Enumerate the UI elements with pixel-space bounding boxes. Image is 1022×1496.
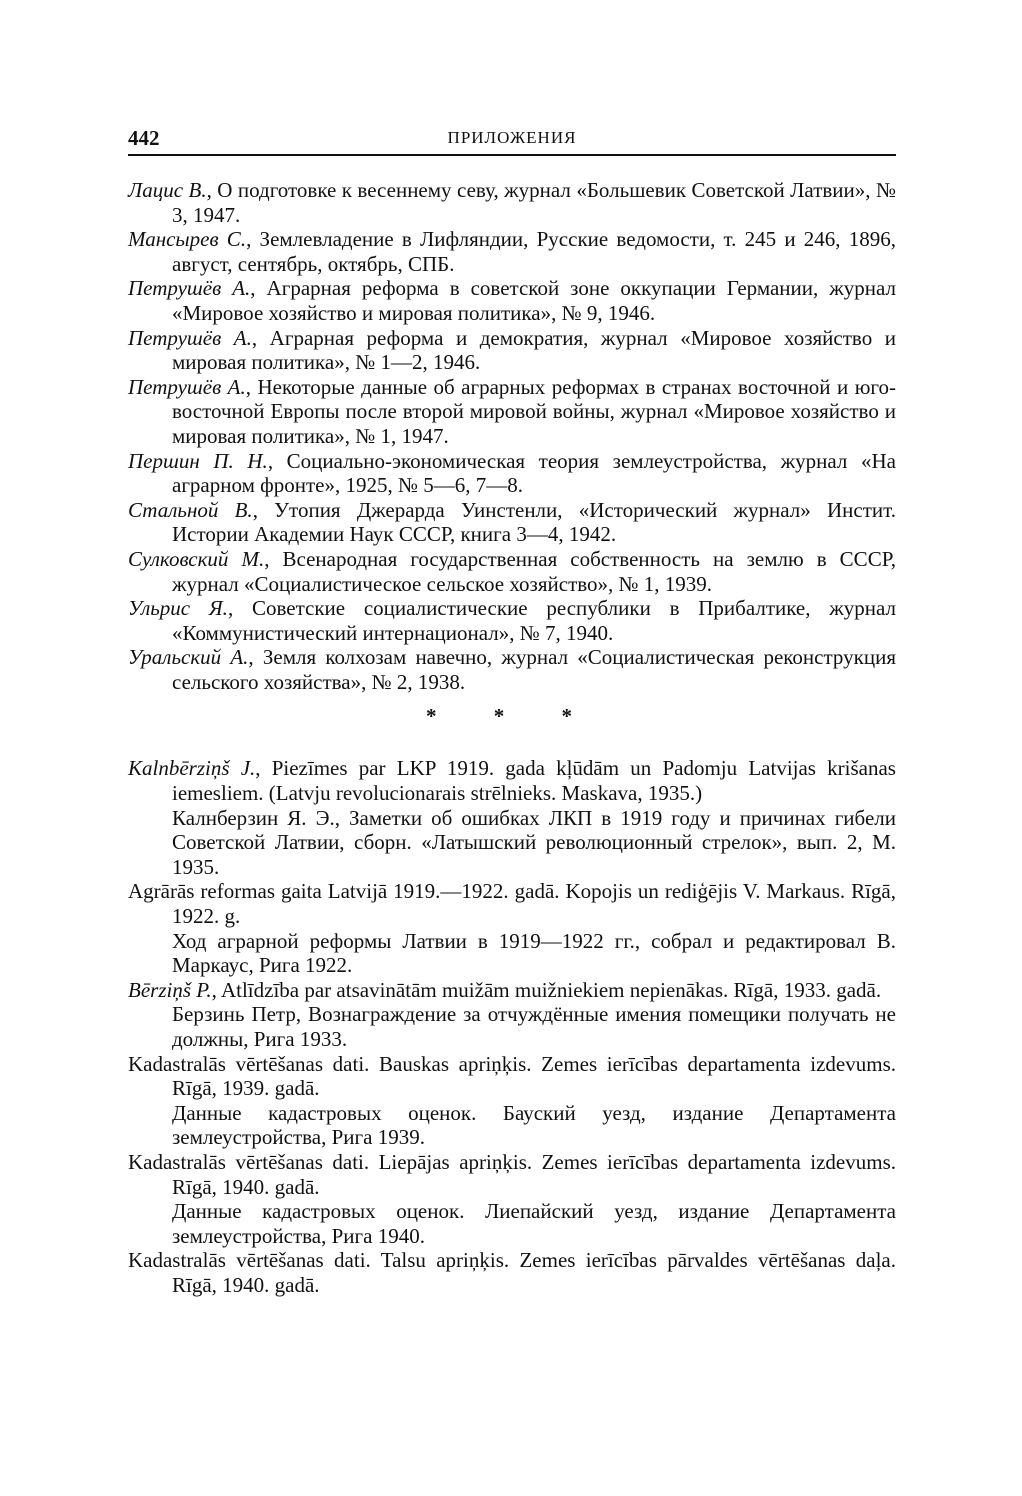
reference-entry xyxy=(128,978,896,1003)
reference-translation: Данные кадастровых оценок. Бауский уезд, издание Департамента землеустройства, Рига 1939. xyxy=(172,1100,896,1150)
reference-text: , Некоторые данные об аграрных реформах в странах восточной и юго-восточной Европы после второй мировой войны, журнал «Мировое хозяйство и мировая политика», № 1, 1947. xyxy=(172,374,896,448)
reference-text: , Земля колхозам навечно, журнал «Социалистическая реконструкция сельского хозяйства», № 2, 1938. xyxy=(172,645,896,694)
reference-text: , Аграрная реформа и демократия, журнал «Мировое хозяйство и мировая политика», № 1—2, 1946. xyxy=(172,325,896,375)
reference-entry xyxy=(128,178,896,227)
reference-text: , Atlīdzība par atsavinātām muižām muižniekiem nepienākas. Rīgā, 1933. gadā. xyxy=(211,977,882,1002)
reference-entry xyxy=(128,375,896,449)
reference-entry xyxy=(128,879,896,928)
reference-entry xyxy=(128,326,896,375)
reference-entry xyxy=(128,547,896,596)
reference-text: , Утопия Джерарда Уинстенли, «Исторический журнал» Инстит. Истории Академии Наук СССР, книга 3—4, 1942. xyxy=(172,497,897,547)
reference-author: Уральский А. xyxy=(128,645,249,670)
reference-translation: Ход аграрной реформы Латвии в 1919—1922 гг., собрал и редактировал В. Маркаус, Рига 1922. xyxy=(172,928,896,978)
reference-text: , Всенародная государственная собственность на землю в СССР, журнал «Социалистическое сельское хозяйство», № 1, 1939. xyxy=(172,546,897,596)
reference-entry xyxy=(128,596,896,645)
latvian-references xyxy=(128,756,896,1297)
reference-entry xyxy=(128,449,896,498)
reference-author: Мансырев С. xyxy=(128,227,247,252)
reference-author: Bērziņš P. xyxy=(128,977,212,1002)
reference-translation: Данные кадастровых оценок. Лиепайский уезд, издание Департамента землеустройства, Рига 1940. xyxy=(172,1199,896,1248)
reference-translation: Калнберзин Я. Э., Заметки об ошибках ЛКП в 1919 году и причинах гибели Советской Латвии, сборн. «Латышский революционный стрелок», вып. 2, М. 1935. xyxy=(172,805,896,879)
reference-text: , Аграрная реформа в советской зоне оккупации Германии, журнал «Мировое хозяйство и мировая политика», № 9, 1946. xyxy=(172,276,896,325)
reference-author: Першин П. Н. xyxy=(128,448,268,473)
reference-text: Kadastralās vērtēšanas dati. Talsu apriņķis. Zemes ierīcības pārvaldes vērtēšanas daļa. Rīgā, 1940. gadā. xyxy=(128,1248,896,1297)
reference-text: , О подготовке к весеннему севу, журнал «Большевик Советской Латвии», № 3, 1947. xyxy=(172,178,896,227)
reference-text: , Советские социалистические республики в Прибалтике, журнал «Коммунистический интернационал», № 7, 1940. xyxy=(172,596,896,645)
reference-translation: Берзинь Петр, Вознаграждение за отчуждённые имения помещики получать не должны, Рига 1933. xyxy=(172,1002,896,1051)
reference-entry xyxy=(128,1150,896,1199)
reference-text: , Землевладение в Лифляндии, Русские ведомости, т. 245 и 246, 1896, август, сентябрь, октябрь, СПБ. xyxy=(172,227,897,276)
reference-author: Ульрис Я. xyxy=(128,596,228,621)
running-head: ПРИЛОЖЕНИЯ xyxy=(447,128,577,147)
russian-references xyxy=(128,178,896,694)
page-header xyxy=(128,124,896,156)
reference-entry xyxy=(128,1052,896,1101)
bibliography xyxy=(128,178,896,1298)
reference-text: Kadastralās vērtēšanas dati. Liepājas apriņķis. Zemes ierīcības departamenta izdevums. Rīgā, 1940. gadā. xyxy=(128,1149,896,1199)
reference-text: , Социально-экономическая теория землеустройства, журнал «На аграрном фронте», 1925, № 5—6, 7—8. xyxy=(172,448,896,498)
reference-entry xyxy=(128,498,896,547)
reference-author: Сулковский М. xyxy=(128,546,265,571)
reference-entry xyxy=(128,227,896,276)
reference-author: Петрушёв А. xyxy=(128,276,251,301)
reference-entry xyxy=(128,1248,896,1297)
reference-entry xyxy=(128,276,896,325)
reference-author: Kalnbērziņš J. xyxy=(128,756,256,781)
reference-entry xyxy=(128,645,896,694)
reference-author: Стальной В. xyxy=(128,497,253,522)
reference-text: , Piezīmes par LKP 1919. gada kļūdām un Padomju Latvijas krišanas iemesliem. (Latvju revolucionarais strēlnieks. Maskava, 1935.) xyxy=(172,756,896,806)
book-page xyxy=(128,124,896,1298)
page-number: 442 xyxy=(128,126,160,150)
reference-author: Петрушёв А. xyxy=(128,325,252,350)
reference-text: Kadastralās vērtēšanas dati. Bauskas apriņķis. Zemes ierīcības departamenta izdevums. Rīgā, 1939. gadā. xyxy=(128,1051,896,1101)
reference-author: Лацис В. xyxy=(128,178,207,202)
section-separator: * * * xyxy=(426,704,598,729)
reference-author: Петрушёв А. xyxy=(128,374,246,399)
reference-entry xyxy=(128,756,896,805)
reference-text: Agrārās reformas gaita Latvijā 1919.—1922. gadā. Kopojis un rediģējis V. Markaus. Rīgā, 1922. g. xyxy=(128,879,896,929)
